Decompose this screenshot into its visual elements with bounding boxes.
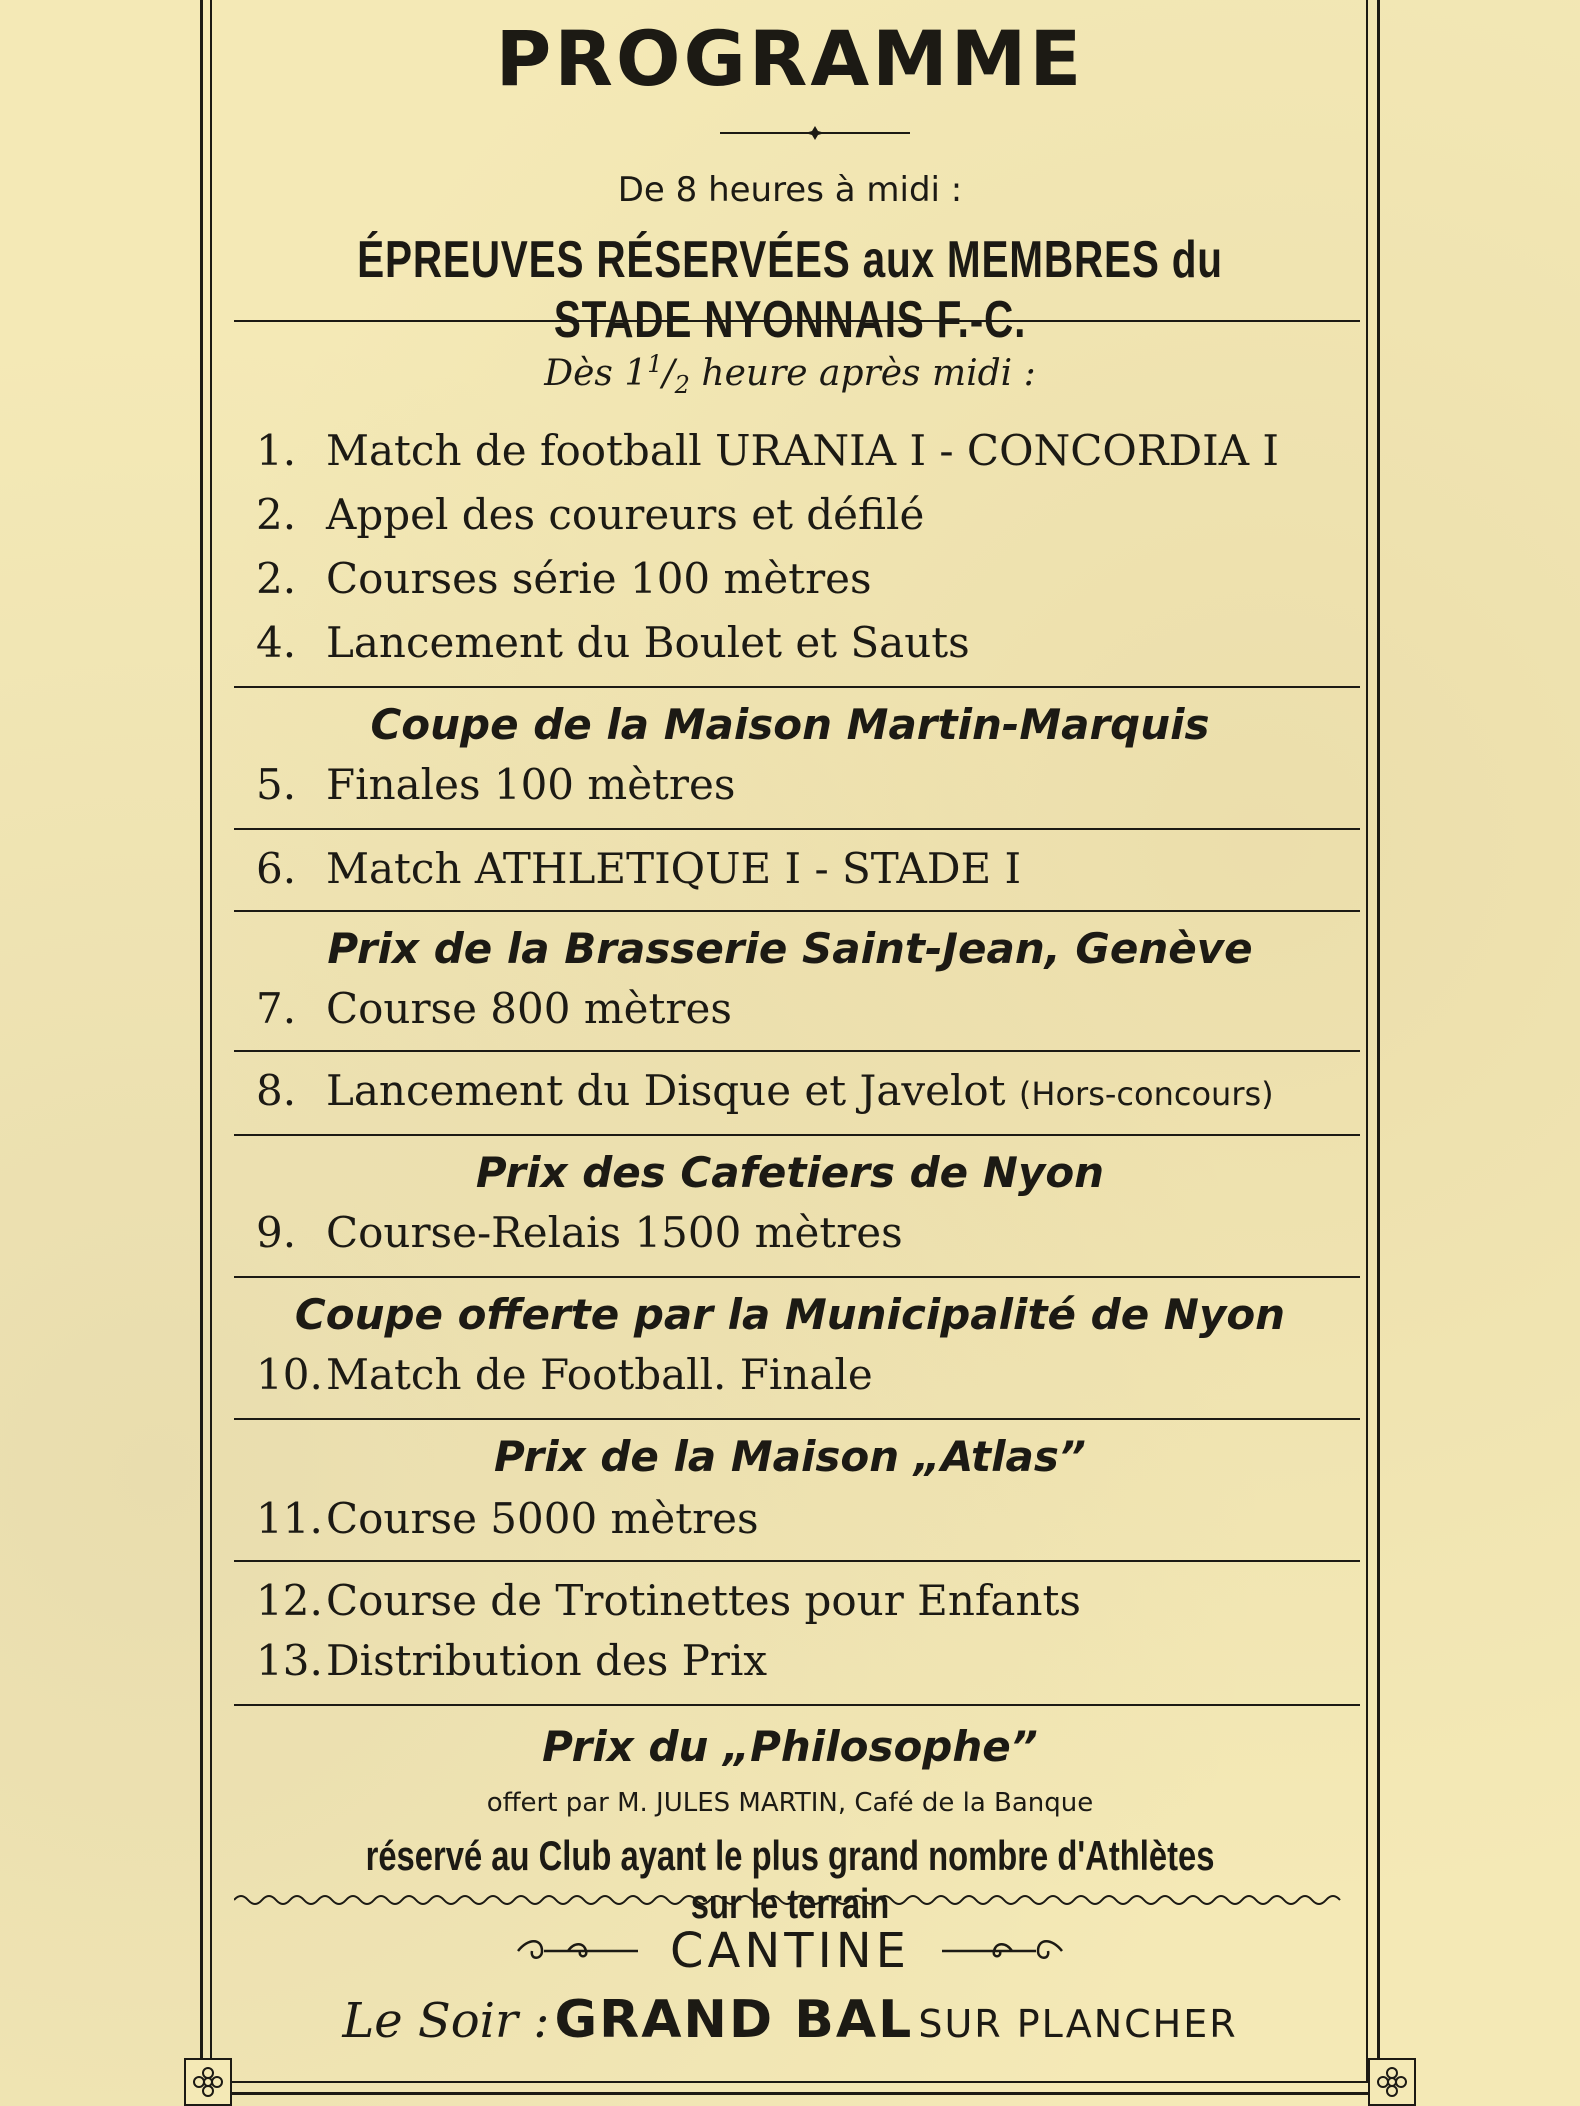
item-number: 2.	[256, 490, 297, 539]
item-text: Distribution des Prix	[326, 1636, 768, 1685]
item-number: 12.	[256, 1576, 323, 1625]
divider	[234, 1050, 1360, 1052]
cantine-label: CANTINE	[670, 1923, 910, 1979]
item-text: Course de Trotinettes pour Enfants	[326, 1576, 1081, 1625]
item-number: 4.	[256, 618, 297, 667]
divider	[234, 1560, 1360, 1562]
item-number: 9.	[256, 1208, 297, 1257]
list-item	[256, 554, 1356, 603]
divider	[234, 686, 1360, 688]
corner-flower-icon	[1368, 2058, 1416, 2106]
item-text: Match de Football. Finale	[326, 1350, 873, 1399]
prize-heading: Prix de la Maison „Atlas”	[494, 1432, 1086, 1481]
item-number: 10.	[256, 1350, 323, 1399]
divider	[234, 1418, 1360, 1420]
evening-label: Le Soir :	[342, 1993, 550, 2049]
list-item	[256, 1576, 1356, 1625]
divider	[234, 320, 1360, 322]
list-item	[256, 426, 1356, 475]
item-number: 8.	[256, 1066, 297, 1115]
list-item	[256, 1350, 1356, 1399]
item-number: 2.	[256, 554, 297, 603]
list-item	[256, 844, 1356, 893]
prize-heading: Coupe de la Maison Martin-Marquis	[370, 700, 1210, 749]
item-number: 7.	[256, 984, 297, 1033]
divider	[234, 1134, 1360, 1136]
divider	[234, 910, 1360, 912]
item-text: Appel des coureurs et défilé	[326, 490, 925, 539]
afternoon-heading	[220, 350, 1360, 399]
item-text: Finales 100 mètres	[326, 760, 736, 809]
afternoon-suffix: heure après midi :	[689, 353, 1036, 394]
list-item	[256, 490, 1356, 539]
fraction-denominator: 2	[674, 371, 690, 400]
item-number: 6.	[256, 844, 297, 893]
divider	[234, 828, 1360, 830]
item-text: Course 5000 mètres	[326, 1494, 759, 1543]
reserved-line: réservé au Club ayant le plus grand nombre d'Athlètes sur le terrain	[365, 1832, 1215, 1927]
plancher-label: SUR PLANCHER	[918, 2002, 1238, 2046]
list-item	[256, 1494, 1356, 1543]
list-item	[256, 1208, 1356, 1257]
list-item	[256, 1636, 1356, 1685]
item-text: Course 800 mètres	[326, 984, 732, 1033]
wavy-divider	[234, 1892, 1346, 1908]
prize-heading: Coupe offerte par la Municipalité de Nyon	[294, 1290, 1286, 1339]
morning-subtitle: De 8 heures à midi :	[617, 170, 963, 210]
cantine-row	[220, 1916, 1360, 1986]
corner-flower-icon	[184, 2058, 232, 2106]
divider	[234, 1704, 1360, 1706]
scroll-ornament-icon	[514, 1936, 644, 1966]
item-number: 11.	[256, 1494, 323, 1543]
prize-heading: Prix du „Philosophe”	[542, 1722, 1038, 1771]
list-item	[256, 760, 1356, 809]
list-item	[256, 984, 1356, 1033]
item-text: Lancement du Disque et Javelot	[326, 1066, 1006, 1115]
list-item	[256, 618, 1356, 667]
item-text: Match ATHLETIQUE I - STADE I	[326, 844, 1022, 893]
members-events-heading: ÉPREUVES RÉSERVÉES aux MEMBRES du STADE NYONNAIS F.-C.	[357, 231, 1223, 349]
divider	[234, 1276, 1360, 1278]
list-item	[256, 1066, 1356, 1115]
fraction-numerator: 1	[647, 350, 663, 378]
item-number: 5.	[256, 760, 297, 809]
prize-heading: Prix des Cafetiers de Nyon	[475, 1148, 1105, 1197]
offered-by-line: offert par M. JULES MARTIN, Café de la Banque	[486, 1788, 1094, 1818]
item-text: Courses série 100 mètres	[326, 554, 872, 603]
item-text: Course-Relais 1500 mètres	[326, 1208, 903, 1257]
item-number: 13.	[256, 1636, 323, 1685]
page-title: PROGRAMME	[495, 14, 1085, 103]
item-text: Lancement du Boulet et Sauts	[326, 618, 970, 667]
fraction-separator: /	[662, 353, 675, 394]
evening-line	[220, 1990, 1360, 2050]
prize-heading: Prix de la Brasserie Saint-Jean, Genève	[327, 924, 1253, 973]
item-text: Match de football URANIA I - CONCORDIA I	[326, 426, 1279, 475]
grand-bal-label: GRAND BAL	[554, 1990, 914, 2050]
item-number: 1.	[256, 426, 297, 475]
item-note: (Hors-concours)	[1018, 1075, 1274, 1113]
scroll-ornament-icon	[936, 1936, 1066, 1966]
ornament-star-icon	[720, 126, 910, 140]
afternoon-prefix: Dès 1	[544, 353, 648, 394]
